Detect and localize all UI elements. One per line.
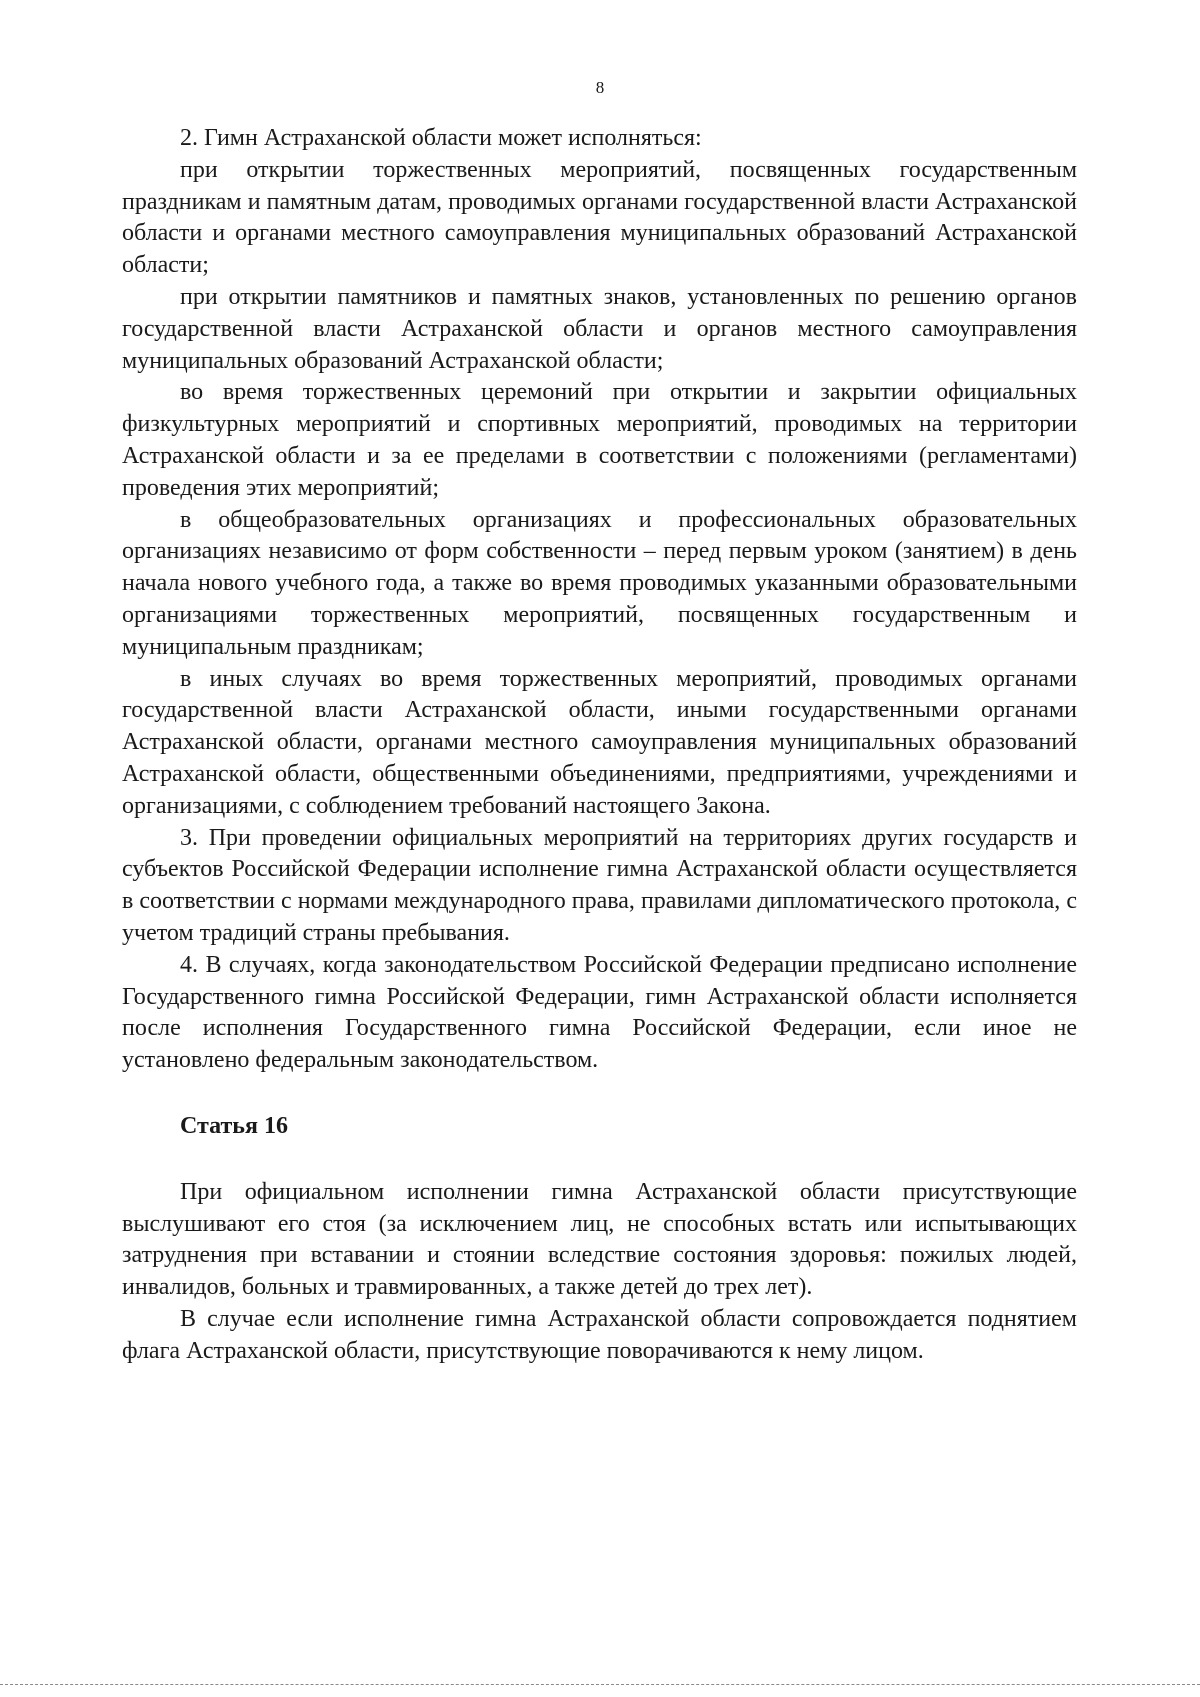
article16-paragraph-2: В случае если исполнение гимна Астраханской области сопровождается поднятием флага Астраханской области, присутствующие поворачиваются к нему лицом. bbox=[122, 1305, 1077, 1364]
paragraph-schools: в общеобразовательных организациях и профессиональных образовательных организациях независимо от форм собственности – перед первым уроком (занятием) в день начала нового учебного года, а также во время проводимых указанными образовательными организациями торжественных мероприятий, посвященных государственным и муниципальным праздникам; bbox=[122, 506, 1077, 660]
paragraph-holidays: при открытии торжественных мероприятий, посвященных государственным праздникам и памятным датам, проводимых органами государственной власти Астраханской области и органами местного самоуправления муниципальных образований Астраханской области; bbox=[122, 156, 1077, 279]
paragraph-4: 4. В случаях, когда законодательством Российской Федерации предписано исполнение Государственного гимна Российской Федерации, гимн Астраханской области исполняется после исполнения Государственного гимна Российской Федерации, если иное не установлено федеральным законодательством. bbox=[122, 951, 1077, 1074]
paragraph-2-intro: 2. Гимн Астраханской области может исполняться: bbox=[180, 125, 702, 151]
article-heading: Статья 16 bbox=[180, 1112, 288, 1139]
paragraph-sports: во время торжественных церемоний при открытии и закрытии официальных физкультурных мероприятий и спортивных мероприятий, проводимых на территории Астраханской области и за ее пределами в соответствии с положениями (регламентами) проведения этих мероприятий; bbox=[122, 379, 1077, 501]
paragraph-3: 3. При проведении официальных мероприятий на территориях других государств и субъектов Российской Федерации исполнение гимна Астраханской области осуществляется в соответствии с нормами международного права, правилами дипломатического протокола, с учетом традиций страны пребывания. bbox=[122, 824, 1077, 946]
document-body bbox=[122, 123, 1077, 1367]
page-number: 8 bbox=[595, 78, 605, 97]
article16-paragraph-1: При официальном исполнении гимна Астраханской области присутствующие выслушивают его стоя (за исключением лиц, не способных встать или испытывающих затруднения при вставании и стоянии вследствие состояния здоровья: пожилых людей, инвалидов, больных и травмированных, а также детей до трех лет). bbox=[122, 1178, 1077, 1301]
paragraph-other-cases: в иных случаях во время торжественных мероприятий, проводимых органами государственной власти Астраханской области, иными государственными органами Астраханской области, органами местного самоуправления муниципальных образований Астраханской области, общественными объединениями, предприятиями, учреждениями и организациями, с соблюдением требований настоящего Закона. bbox=[122, 665, 1077, 819]
paragraph-monuments: при открытии памятников и памятных знаков, установленных по решению органов государственной власти Астраханской области и органов местного самоуправления муниципальных образований Астраханской области; bbox=[122, 283, 1077, 374]
bottom-divider bbox=[0, 1684, 1200, 1685]
